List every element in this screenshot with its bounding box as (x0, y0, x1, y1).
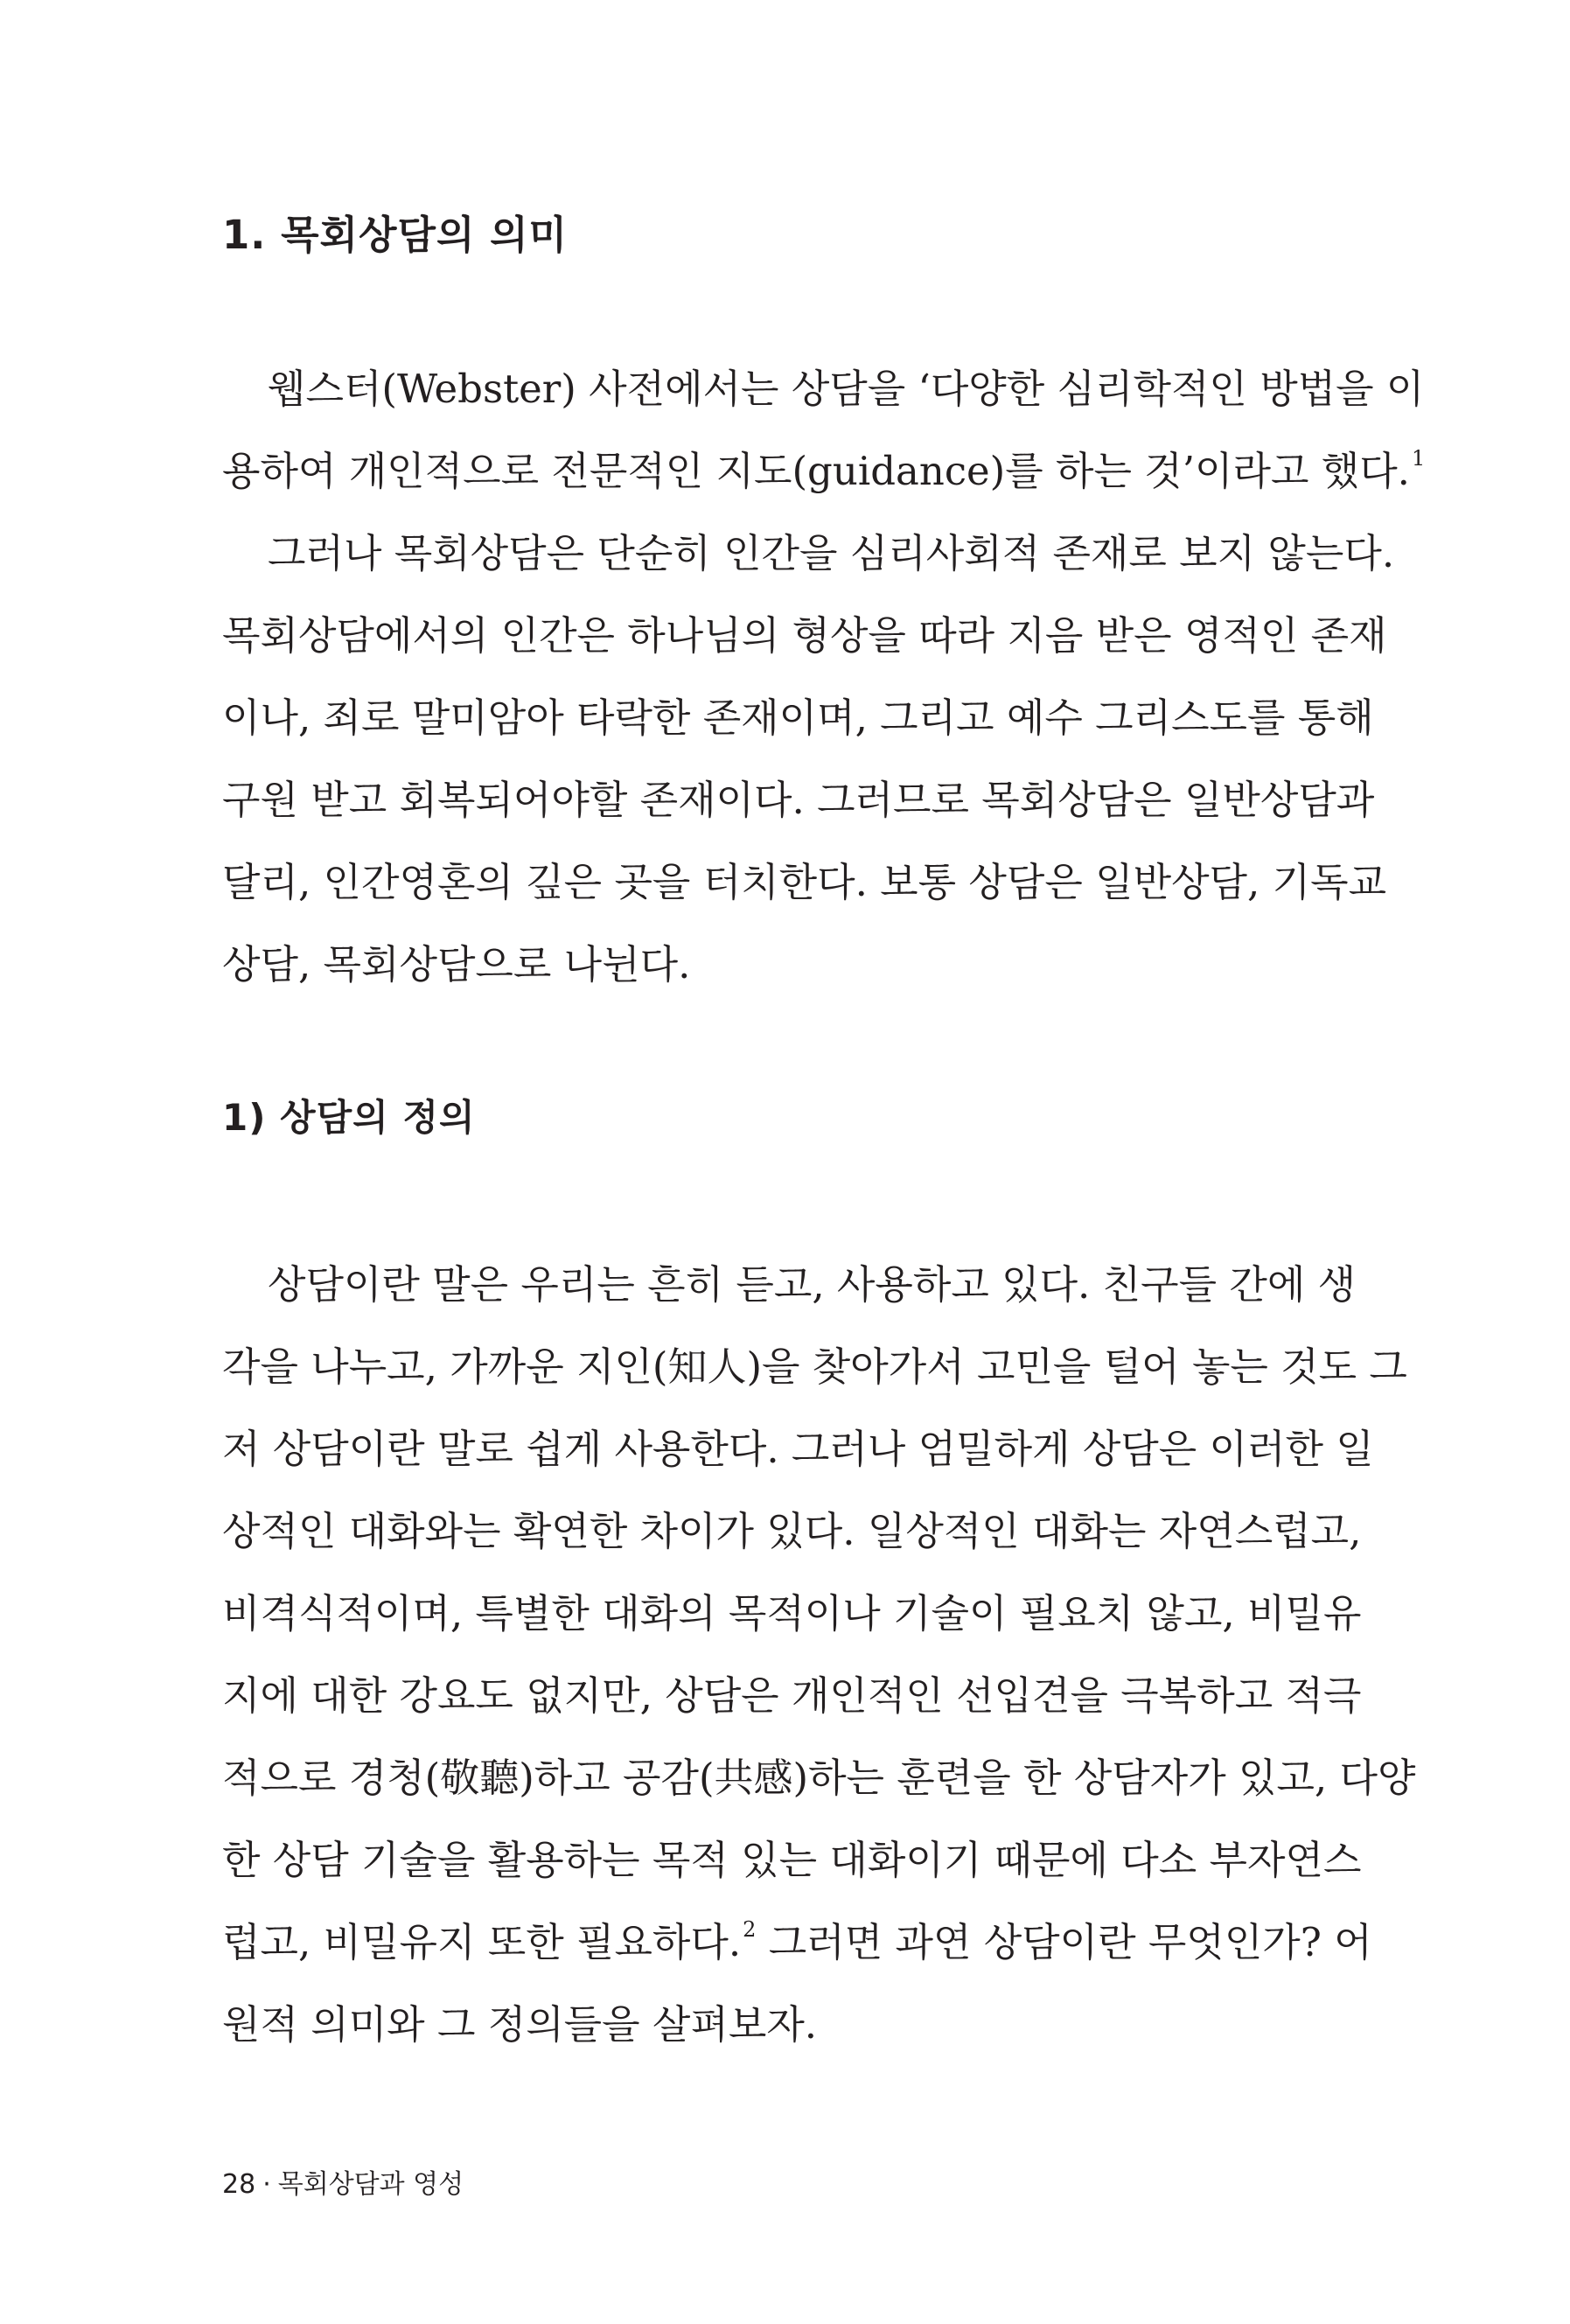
paragraph-line (222, 430, 1426, 513)
paragraph-line-text: 그러면 과연 상담이란 무엇인가? 어 (756, 1919, 1372, 1965)
paragraph-line: 상담이란 말은 우리는 흔히 듣고, 사용하고 있다. 친구들 간에 생 (268, 1261, 1357, 1308)
subsection-title: 1) 상담의 정의 (222, 1096, 476, 1139)
paragraph-pastoral-counseling (222, 513, 1395, 1006)
paragraph-counseling-definition (222, 1244, 1416, 2066)
paragraph-line: 적으로 경청(敬聽)하고 공감(共感)하는 훈련을 한 상담자가 있고, 다양 (222, 1755, 1416, 1801)
paragraph-line: 한 상담 기술을 활용하는 목적 있는 대화이기 때문에 다소 부자연스 (222, 1837, 1362, 1883)
paragraph-line: 비격식적이며, 특별한 대화의 목적이나 기술이 필요치 않고, 비밀유 (222, 1590, 1362, 1637)
paragraph-line (222, 1902, 1372, 1984)
paragraph-line: 상적인 대화와는 확연한 차이가 있다. 일상적인 대화는 자연스럽고, (222, 1508, 1362, 1554)
paragraph-line: 달리, 인간영혼의 깊은 곳을 터치한다. 보통 상담은 일반상담, 기독교 (222, 859, 1387, 905)
paragraph-line-text: 럽고, 비밀유지 또한 필요하다. (222, 1919, 742, 1965)
paragraph-line: 각을 나누고, 가까운 지인(知人)을 찾아가서 고민을 털어 놓는 것도 그 (222, 1343, 1407, 1390)
footnote-marker: 1 (1412, 446, 1426, 471)
paragraph-line: 구원 받고 회복되어야할 존재이다. 그러므로 목회상담은 일반상담과 (222, 777, 1375, 823)
paragraph-line-text: 용하여 개인적으로 전문적인 지도(guidance)를 하는 것’이라고 했다. (222, 448, 1410, 494)
paragraph-line: 웹스터(Webster) 사전에서는 상담을 ‘다양한 심리학적인 방법을 이 (268, 366, 1425, 412)
paragraph-line: 그러나 목회상담은 단순히 인간을 심리사회적 존재로 보지 않는다. (268, 530, 1395, 576)
paragraph-line: 원적 의미와 그 정의들을 살펴보자. (222, 2001, 818, 2048)
paragraph-line: 이나, 죄로 말미암아 타락한 존재이며, 그리고 예수 그리스도를 통해 (222, 694, 1374, 741)
paragraph-line: 저 상담이란 말로 쉽게 사용한다. 그러나 엄밀하게 상담은 이러한 일 (222, 1426, 1374, 1472)
page-footer (222, 2162, 464, 2201)
paragraph-line: 지에 대한 강요도 없지만, 상담은 개인적인 선입견을 극복하고 적극 (222, 1672, 1362, 1719)
running-title: 목회상담과 영성 (277, 2169, 464, 2200)
paragraph-line: 상담, 목회상담으로 나뉜다. (222, 941, 691, 988)
footer-separator: · (262, 2169, 271, 2200)
section-title: 1. 목회상담의 의미 (222, 212, 569, 258)
paragraph-webster-definition (222, 348, 1426, 513)
paragraph-line: 목회상담에서의 인간은 하나님의 형상을 따라 지음 받은 영적인 존재 (222, 612, 1387, 659)
footnote-marker: 2 (743, 1917, 757, 1942)
page-number: 28 (222, 2169, 256, 2200)
